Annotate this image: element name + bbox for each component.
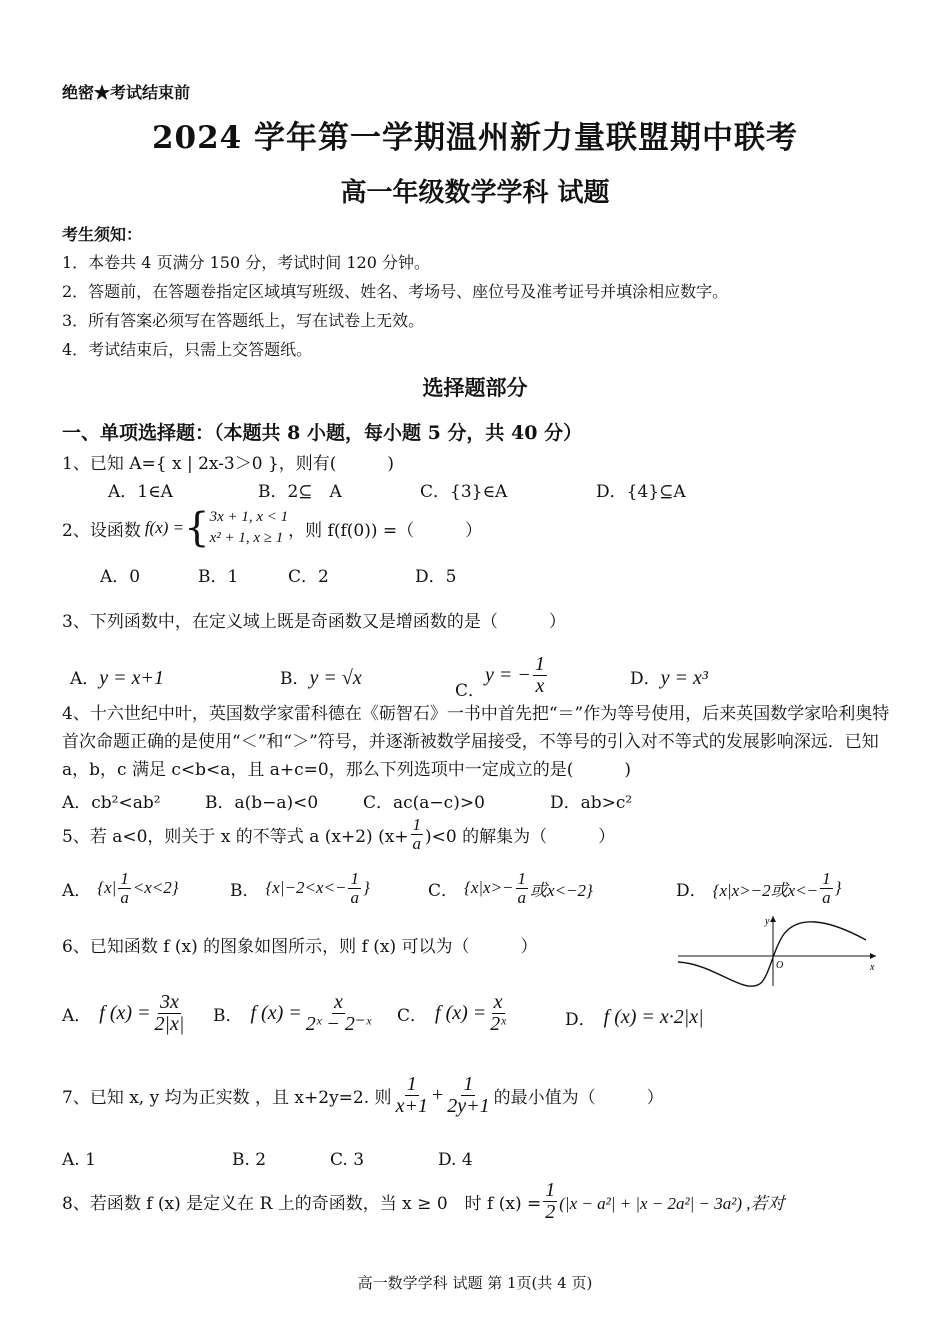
question-3-stem: 3、下列函数中，在定义域上既是奇函数又是增函数的是（ ）: [62, 612, 566, 632]
question-4-stem: 4、十六世纪中叶，英国数学家雷科德在《砺智石》一书中首先把“＝”作为等号使用，后来英国数学家哈利奥特首次命题正确的是使用“＜”和“＞”符号，并逐渐被数学届接受，不等号的引入对不等式的发展影响深远．已知 a，b，c 满足 c<b<a，且 a+c=0，那么下列选项中一定成立的是( ): [62, 704, 890, 780]
q7-option-c: C. 3: [330, 1150, 365, 1170]
frac-num: 1: [545, 1179, 556, 1201]
notice-item: 3．所有答案必须写在答题纸上，写在试卷上无效。: [62, 311, 425, 330]
q8-stem-pre: 8、若函数 f (x) 是定义在 R 上的奇函数，当 x ≥ 0 时 f (x) =: [62, 1194, 542, 1214]
q2-option-c: C．2: [288, 567, 329, 587]
q6-option-a: [62, 992, 188, 1035]
q3-option-c-label: C．: [455, 681, 486, 701]
frac-den: 2: [545, 1201, 556, 1223]
q1-option-a: A．1∈A: [108, 482, 173, 502]
q2-case-1: 3x + 1, x < 1: [209, 509, 289, 525]
frac-den: a: [412, 833, 422, 853]
q5-stem-pre: 5、若 a<0，则关于 x 的不等式 a (x+2) (x+: [62, 826, 409, 847]
q5-b-pre: {x|−2<x<−: [265, 878, 347, 898]
q6-option-c-label: C．: [397, 1006, 428, 1026]
q6-b-lhs: f (x) =: [250, 1002, 302, 1024]
q6-a-lhs: f (x) =: [99, 1002, 151, 1024]
frac-num: x: [333, 991, 343, 1013]
y-axis-label: y: [765, 916, 770, 927]
q2-brace: {: [184, 505, 210, 551]
frac-num: 1: [534, 653, 545, 675]
frac-num: 1: [120, 869, 129, 888]
q3-option-c: [455, 650, 549, 701]
q6-function-graph: [676, 912, 881, 990]
frac-den: 2y+1: [447, 1095, 490, 1117]
q6-option-a-label: A．: [62, 1006, 92, 1026]
question-2-stem: [62, 507, 482, 549]
q3-option-a-expr: y = x+1: [99, 667, 165, 689]
q5-stem-frac: [411, 816, 424, 853]
q3-option-a-label: A．: [70, 669, 100, 689]
q5-option-c: [428, 870, 593, 907]
q5-stem-post: )<0 的解集为（ ）: [425, 826, 616, 847]
q6-option-b-label: B．: [213, 1006, 243, 1026]
q5-a-pre: {x|: [97, 878, 117, 898]
function-curve: [678, 922, 866, 986]
section-title: 选择题部分: [422, 375, 528, 400]
frac-num: 3x: [160, 991, 179, 1013]
q6-option-b: [213, 992, 375, 1035]
q5-a-post: <x<2}: [132, 878, 179, 898]
q7-stem-post: 的最小值为（ ）: [493, 1088, 664, 1108]
q3-option-a: [70, 664, 164, 690]
q2-option-d: D．5: [415, 567, 457, 587]
q5-option-b: [230, 870, 370, 907]
frac-num: 1: [822, 869, 831, 888]
confidential-label: 绝密★考试结束前: [62, 83, 191, 102]
q5-option-d-label: D．: [676, 880, 707, 901]
q3-option-c-frac: [533, 654, 547, 697]
q7-option-d: D. 4: [438, 1150, 473, 1170]
q1-option-d: D．{4}⊆A: [596, 482, 686, 502]
q5-d-frac: [820, 870, 833, 907]
q8-half-frac: [543, 1180, 557, 1223]
frac-den: 2|x|: [154, 1013, 185, 1035]
frac-den: 2ˣ: [490, 1013, 506, 1035]
q4-option-a: A．cb²<ab²: [62, 793, 161, 813]
exam-title: 2024 学年第一学期温州新力量联盟期中联考: [151, 120, 799, 156]
question-5-stem: [62, 816, 615, 853]
q4-option-c: C．ac(a−c)>0: [363, 793, 485, 813]
frac-den: a: [517, 887, 527, 907]
notice-item: 2．答题前，在答题卷指定区域填写班级、姓名、考场号、座位号及准考证号并填涂相应数字。: [62, 282, 729, 301]
question-1-stem: 1、已知 A={ x | 2x-3＞0 }，则有( ): [62, 454, 395, 474]
frac-num: 1: [517, 869, 527, 888]
q5-option-a: [62, 870, 179, 907]
q5-b-frac: [348, 870, 361, 907]
q2-option-b: B．1: [198, 567, 239, 587]
q6-c-frac: [488, 992, 508, 1035]
q5-option-b-label: B．: [230, 880, 260, 901]
x-axis-arrow: [870, 953, 876, 959]
q5-a-frac: [118, 870, 131, 907]
frac-num: 1: [463, 1073, 474, 1095]
notice-heading: 考生须知：: [62, 225, 143, 244]
q7-frac-1: [394, 1074, 430, 1117]
q5-option-d: [676, 870, 841, 907]
q7-stem-pre: 7、已知 x, y 均为正实数 ，且 x+2y=2. 则: [62, 1088, 392, 1108]
exam-subtitle: 高一年级数学学科 试题: [340, 178, 610, 208]
q2-suffix: ，则 f(f(0)) =（ ）: [288, 520, 483, 541]
frac-num: 1: [350, 869, 359, 888]
question-7-stem: [62, 1074, 664, 1117]
q2-option-a: A．0: [100, 567, 141, 587]
q6-option-d: [565, 1005, 704, 1030]
q2-fx: f(x) =: [144, 518, 185, 537]
q8-stem-post: (|x − a²| + |x − 2a²| − 3a²) ,若对: [559, 1194, 785, 1213]
q6-d-expr: f (x) = x·2|x|: [603, 1006, 704, 1028]
q5-b-post: }: [362, 878, 370, 898]
q7-plus: +: [431, 1084, 444, 1106]
q5-d-pre: {x|x>−2或x<−: [712, 880, 819, 900]
q6-b-frac: [304, 992, 373, 1035]
frac-den: a: [350, 887, 359, 907]
frac-den: x+1: [395, 1095, 428, 1117]
part-title: 一、单项选择题：（本题共 8 小题，每小题 5 分，共 40 分）: [62, 422, 583, 444]
frac-den: a: [120, 887, 129, 907]
page-footer: 高一数学学科 试题 第 1页(共 4 页): [357, 1274, 593, 1292]
x-axis-label: x: [870, 962, 875, 973]
q5-c-pre: {x|x>−: [464, 878, 514, 898]
q1-option-b: B．2⊆ A: [258, 482, 342, 502]
q7-option-a: A. 1: [62, 1150, 96, 1170]
notice-item: 1．本卷共 4 页满分 150 分，考试时间 120 分钟。: [62, 253, 430, 272]
q5-option-c-label: C．: [428, 880, 459, 901]
question-8-stem: [62, 1180, 785, 1223]
q4-option-b: B．a(b−a)<0: [205, 793, 319, 813]
q4-option-d: D．ab>c²: [550, 793, 633, 813]
q3-option-b-expr: y = √x: [309, 667, 362, 689]
frac-den: x: [535, 675, 545, 697]
q7-frac-2: [445, 1074, 491, 1117]
q1-option-c: C．{3}∈A: [420, 482, 508, 502]
q3-option-d: [630, 664, 708, 690]
q2-case-2: x² + 1, x ≥ 1: [209, 530, 284, 546]
q5-d-post: }: [834, 878, 842, 898]
notice-item: 4．考试结束后，只需上交答题纸。: [62, 340, 313, 359]
frac-num: x: [493, 991, 503, 1013]
q6-a-frac: [153, 992, 187, 1035]
q6-c-lhs: f (x) =: [435, 1002, 487, 1024]
q3-option-d-label: D．: [630, 669, 661, 689]
q5-c-post: 或x<−2}: [530, 880, 593, 900]
origin-label: O: [776, 960, 784, 971]
q6-option-d-label: D．: [565, 1010, 596, 1030]
q3-option-d-expr: y = x³: [660, 667, 708, 689]
q3-option-c-pre: y = −: [485, 664, 531, 686]
q5-c-frac: [516, 870, 529, 907]
frac-den: 2ˣ − 2⁻ˣ: [305, 1013, 372, 1035]
frac-num: 1: [406, 1073, 417, 1095]
q3-option-b-label: B．: [280, 669, 310, 689]
question-6-stem: 6、已知函数 f (x) 的图象如图所示，则 f (x) 可以为（ ）: [62, 937, 538, 957]
frac-den: a: [822, 887, 831, 907]
y-axis-arrow: [770, 916, 776, 922]
q6-option-c: [397, 992, 510, 1035]
q3-option-b: [280, 664, 362, 690]
q2-piecewise: [210, 507, 289, 549]
q2-prefix: 2、设函数: [62, 520, 141, 541]
frac-num: 1: [412, 815, 422, 834]
q5-option-a-label: A．: [62, 880, 92, 901]
q7-option-b: B. 2: [232, 1150, 267, 1170]
